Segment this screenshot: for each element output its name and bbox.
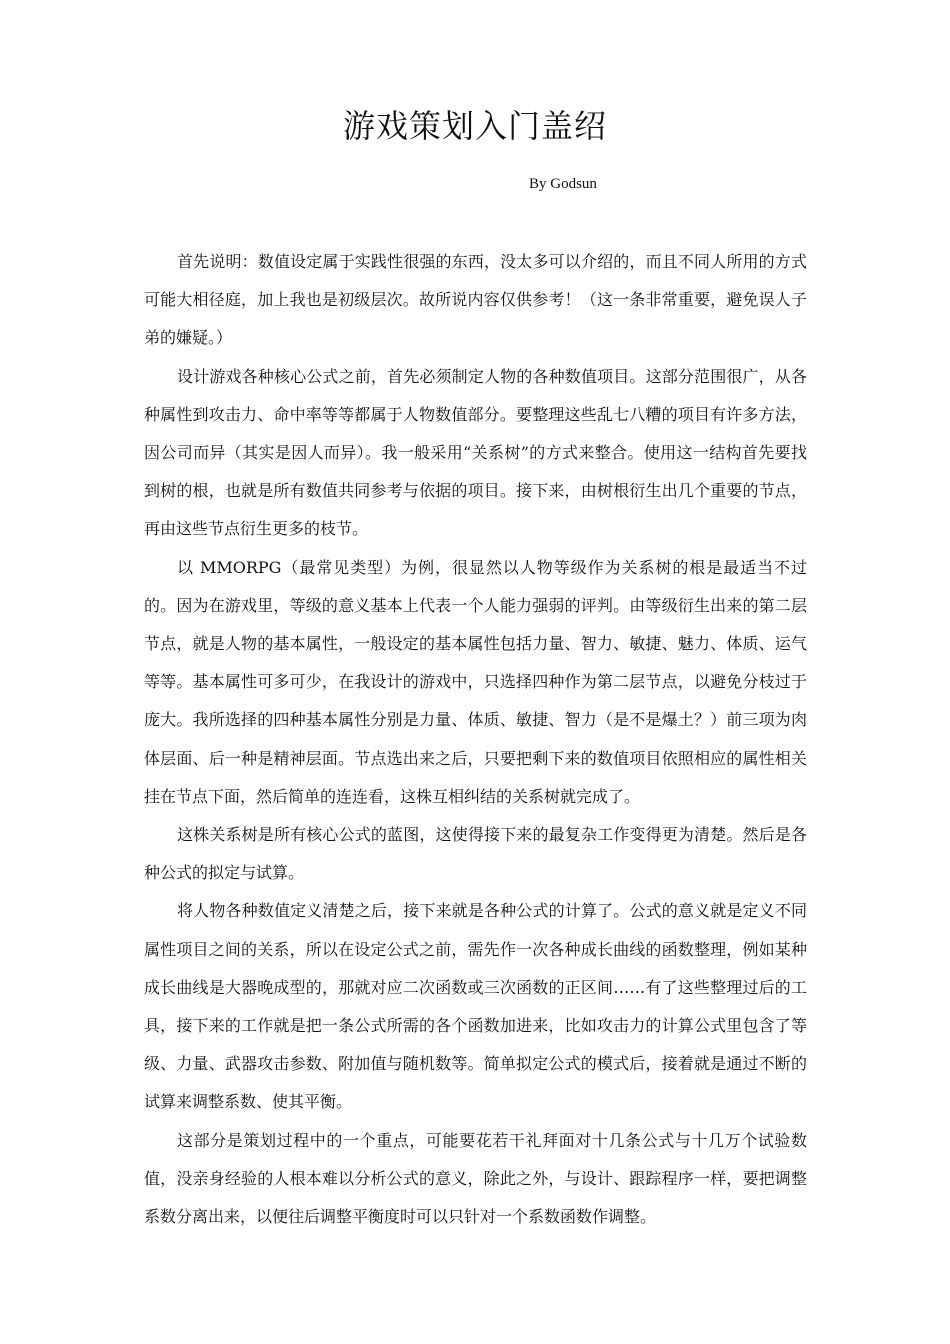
- author-byline: By Godsun: [529, 176, 597, 192]
- paragraph-balancing: 这部分是策划过程中的一个重点，可能要花若干礼拜面对十几条公式与十几万个试验数值，没亲身经验的人根本难以分析公式的意义，除此之外，与设计、跟踪程序一样，要把调整系数分离出来，以便往后调整平衡度时可以只针对一个系数函数作调整。: [144, 1130, 807, 1227]
- paragraph-mmorpg-example: 以 MMORPG（最常见类型）为例，很显然以人物等级作为关系树的根是最适当不过的。因为在游戏里，等级的意义基本上代表一个人能力强弱的评判。由等级衍生出来的第二层节点，就是人物的基本属性，一般设定的基本属性包括力量、智力、敏捷、魅力、体质、运气等等。基本属性可多可少，在我设计的游戏中，只选择四种作为第二层节点，以避免分枝过于庞大。我所选择的四种基本属性分别是力量、体质、敏捷、智力（是不是爆土？）前三项为肉体层面、后一种是精神层面。节点选出来之后，只要把剩下来的数值项目依照相应的属性相关挂在节点下面，然后简单的连连看，这株互相纠结的关系树就完成了。: [144, 557, 807, 806]
- document-body: [144, 243, 807, 1236]
- document-title: 游戏策划入门盖绍: [342, 107, 607, 145]
- paragraph-formulas: 将人物各种数值定义清楚之后，接下来就是各种公式的计算了。公式的意义就是定义不同属性项目之间的关系，所以在设定公式之前，需先作一次各种成长曲线的函数整理，例如某种成长曲线是大器晚成型的，那就对应二次函数或三次函数的正区间……有了这些整理过后的工具，接下来的工作就是把一条公式所需的各个函数加进来，比如攻击力的计算公式里包含了等级、力量、武器攻击参数、附加值与随机数等。简单拟定公式的模式后，接着就是通过不断的试算来调整系数、使其平衡。: [144, 901, 807, 1112]
- paragraph-blueprint: 这株关系树是所有核心公式的蓝图，这使得接下来的最复杂工作变得更为清楚。然后是各种公式的拟定与试算。: [144, 825, 807, 883]
- paragraph-disclaimer: 首先说明：数值设定属于实践性很强的东西，没太多可以介绍的，而且不同人所用的方式可能大相径庭，加上我也是初级层次。故所说内容仅供参考！（这一条非常重要，避免误人子弟的嫌疑。）: [144, 252, 807, 348]
- paragraph-relationship-tree: 设计游戏各种核心公式之前，首先必须制定人物的各种数值项目。这部分范围很广，从各种属性到攻击力、命中率等等都属于人物数值部分。要整理这些乱七八糟的项目有许多方法，因公司而异（其实是因人而异）。我一般采用“关系树”的方式来整合。使用这一结构首先要找到树的根，也就是所有数值共同参考与依据的项目。接下来，由树根衍生出几个重要的节点，再由这些节点衍生更多的枝节。: [144, 366, 807, 539]
